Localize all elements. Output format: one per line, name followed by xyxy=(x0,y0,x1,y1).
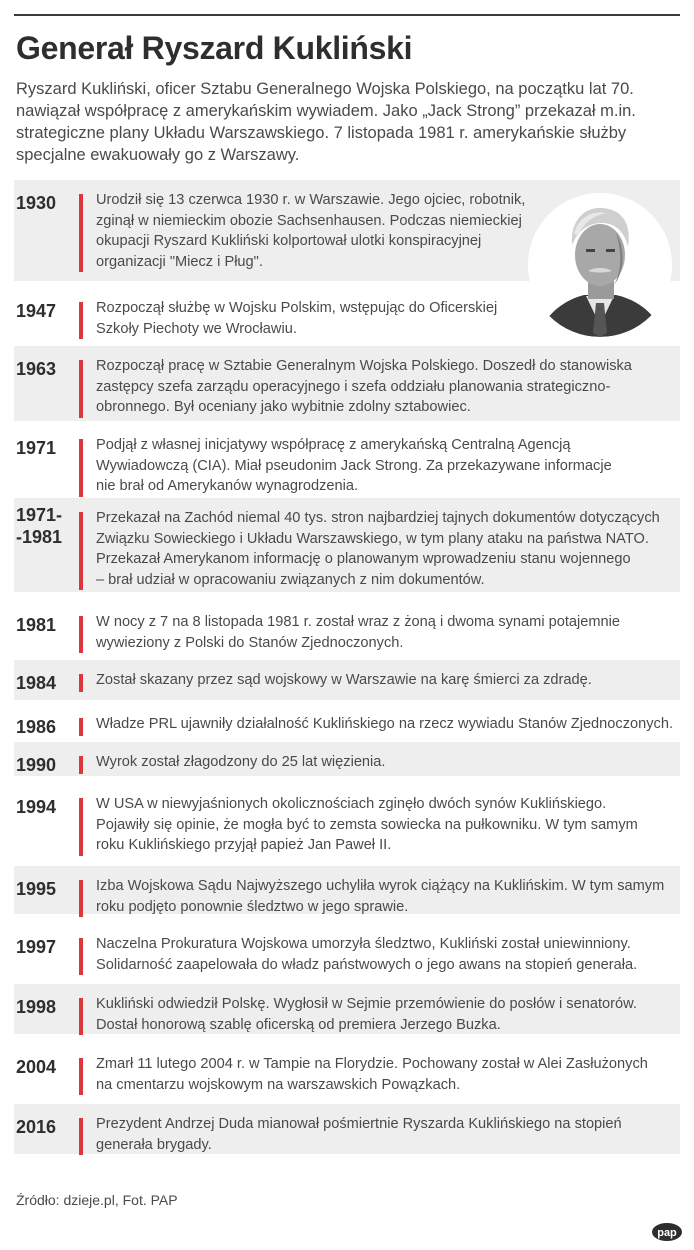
accent-bar xyxy=(79,998,83,1035)
text-line: Władze PRL ujawniły działalność Kuklińskiego na rzecz wywiadu Stanów Zjednoczonych. xyxy=(96,716,674,732)
accent-bar xyxy=(79,360,83,418)
pap-logo xyxy=(651,1222,683,1247)
accent-bar xyxy=(79,756,83,774)
accent-bar xyxy=(79,938,83,975)
accent-bar xyxy=(79,512,83,590)
timeline-text xyxy=(96,934,637,975)
year-line: 1995 xyxy=(16,879,57,899)
timeline-year xyxy=(16,358,56,380)
source-credit: Źródło: dzieje.pl, Fot. PAP xyxy=(16,1192,178,1208)
accent-bar xyxy=(79,718,83,736)
timeline-year xyxy=(16,192,56,214)
text-line: Przekazał na Zachód niemal 40 tys. stron najbardziej tajnych dokumentów dotyczących xyxy=(96,510,660,526)
timeline-row xyxy=(14,1044,680,1094)
text-line: generała brygady. xyxy=(96,1136,212,1153)
year-line: 2004 xyxy=(16,1057,57,1077)
year-line: 1963 xyxy=(16,359,57,379)
year-line: 2016 xyxy=(16,1117,57,1137)
accent-bar xyxy=(79,439,83,497)
accent-bar xyxy=(79,880,83,917)
timeline-year xyxy=(16,796,56,818)
timeline-year xyxy=(16,504,62,548)
text-line: wywieziony z Polski do Stanów Zjednoczonych. xyxy=(96,634,404,651)
text-line: Wywiadowczą (CIA). Miał pseudonim Jack Strong. Za przekazywane informacje xyxy=(96,457,612,474)
timeline-row xyxy=(14,984,680,1034)
timeline-text xyxy=(96,670,592,691)
portrait-photo xyxy=(528,193,672,337)
year-line: -1981 xyxy=(16,527,63,547)
timeline-year xyxy=(16,672,56,694)
year-line: 1994 xyxy=(16,797,57,817)
timeline-year xyxy=(16,716,56,738)
accent-bar xyxy=(79,674,83,692)
timeline-year xyxy=(16,614,56,636)
timeline-row xyxy=(14,498,680,592)
timeline-text xyxy=(96,1054,648,1095)
accent-bar xyxy=(79,798,83,856)
timeline-text xyxy=(96,1114,622,1155)
timeline-text xyxy=(96,714,673,735)
year-line: 1947 xyxy=(16,301,57,321)
text-line: Szkoły Piechoty we Wrocławiu. xyxy=(96,320,297,337)
text-line: Urodził się 13 czerwca 1930 r. w Warszawie. Jego ojciec, robotnik, xyxy=(96,192,526,208)
timeline-year xyxy=(16,437,56,459)
year-line: 1971 xyxy=(16,438,57,458)
text-line: roku Kuklińskiego przyjął papież Jan Paweł II. xyxy=(96,837,392,853)
timeline-row xyxy=(14,704,680,738)
accent-bar xyxy=(79,194,83,272)
timeline-row xyxy=(14,425,680,494)
text-line: roku podjęto ponownie śledztwo w jego sprawie. xyxy=(96,898,409,915)
timeline-year xyxy=(16,996,56,1018)
text-line: W nocy z 7 na 8 listopada 1981 r. został wraz z żoną i dwoma synami potajemnie xyxy=(96,614,621,630)
text-line: okupacji Ryszard Kukliński kolportował ulotki konspiracyjnej xyxy=(96,233,482,249)
timeline-text xyxy=(96,508,660,590)
top-rule xyxy=(14,14,680,16)
timeline-row xyxy=(14,866,680,914)
text-line: W USA w niewyjaśnionych okolicznościach zginęło dwóch synów Kuklińskiego. xyxy=(96,796,607,812)
year-line: 1930 xyxy=(16,193,57,213)
timeline-row xyxy=(14,924,680,972)
page-title: Generał Ryszard Kukliński xyxy=(16,30,413,66)
text-line: Prezydent Andrzej Duda mianował pośmiertnie Ryszarda Kuklińskiego na stopień xyxy=(96,1116,622,1132)
timeline-year xyxy=(16,300,56,322)
text-line: na cmentarzu wojskowym na warszawskich Powązkach. xyxy=(96,1076,461,1093)
timeline-year xyxy=(16,1056,56,1078)
text-line: Pojawiły się opinie, że mogła być to zemsta sowiecka na pułkowniku. W tym samym xyxy=(96,816,638,833)
timeline-text xyxy=(96,190,525,272)
accent-bar xyxy=(79,1118,83,1155)
text-line: Został skazany przez sąd wojskowy w Warszawie na karę śmierci za zdradę. xyxy=(96,672,592,688)
timeline-text xyxy=(96,612,620,653)
text-line: Związku Sowieckiego i Układu Warszawskiego, w tym plany ataku na państwa NATO. xyxy=(96,530,649,547)
timeline-row xyxy=(14,1104,680,1154)
text-line: Zmarł 11 lutego 2004 r. w Tampie na Florydzie. Pochowany został w Alei Zasłużonych xyxy=(96,1056,648,1072)
text-line: organizacji "Miecz i Pług". xyxy=(96,253,263,270)
timeline-year xyxy=(16,936,56,958)
year-line: 1981 xyxy=(16,615,57,635)
timeline-row xyxy=(14,742,680,776)
accent-bar xyxy=(79,616,83,653)
accent-bar xyxy=(79,302,83,339)
text-line: zastępcy szefa zarządu operacyjnego i szefa oddziału planowania strategiczno- xyxy=(96,378,611,395)
timeline-text xyxy=(96,876,664,917)
text-line: Naczelna Prokuratura Wojskowa umorzyła śledztwo, Kukliński został uniewinniony. xyxy=(96,936,631,952)
timeline-text xyxy=(96,298,497,339)
text-line: Rozpoczął pracę w Sztabie Generalnym Wojska Polskiego. Doszedł do stanowiska xyxy=(96,358,632,374)
year-line: 1986 xyxy=(16,717,57,737)
text-line: Dostał honorową szablę oficerską od premiera Jerzego Buzka. xyxy=(96,1016,501,1033)
text-line: Rozpoczął służbę w Wojsku Polskim, wstępując do Oficerskiej xyxy=(96,300,498,316)
year-line: 1990 xyxy=(16,755,57,775)
timeline-text xyxy=(96,994,637,1035)
timeline-year xyxy=(16,878,56,900)
text-line: Kukliński odwiedził Polskę. Wygłosił w Sejmie przemówienie do posłów i senatorów. xyxy=(96,996,637,1012)
text-line: Podjął z własnej inicjatywy współpracę z amerykańską Centralną Agencją xyxy=(96,437,571,453)
timeline-text xyxy=(96,435,612,497)
accent-bar xyxy=(79,1058,83,1095)
intro-paragraph: Ryszard Kukliński, oficer Sztabu Generalnego Wojska Polskiego, na początku lat 70. nawiązał współpracę z amerykańskim wywiadem. Jako „Jack Strong” przekazał m.in. strategiczne plany Układu Warszawskiego. 7 listopada 1981 r. amerykańskie służby specjalne ewakuowały go z Warszawy. xyxy=(16,80,636,164)
text-line: – brał udział w opracowaniu związanych z nim dokumentów. xyxy=(96,571,485,588)
year-line: 1998 xyxy=(16,997,57,1017)
timeline-year xyxy=(16,754,56,776)
year-line: 1997 xyxy=(16,937,57,957)
timeline-year xyxy=(16,1116,56,1138)
timeline-text xyxy=(96,794,638,856)
text-line: obronnego. Był oceniany jako wybitnie zdolny sztabowiec. xyxy=(96,399,471,415)
text-line: Przekazał Amerykanom informację o planowanym wprowadzeniu stanu wojennego xyxy=(96,551,631,567)
text-line: zginął w niemieckim obozie Sachsenhausen. Podczas niemieckiej xyxy=(96,212,522,229)
timeline-row xyxy=(14,602,680,654)
text-line: Izba Wojskowa Sądu Najwyższego uchyliła wyrok ciążący na Kuklińskim. W tym samym xyxy=(96,878,665,894)
text-line: nie brał od Amerykanów wynagrodzenia. xyxy=(96,478,359,494)
text-line: Wyrok został złagodzony do 25 lat więzienia. xyxy=(96,754,386,770)
timeline-text xyxy=(96,356,632,418)
timeline-row xyxy=(14,784,680,856)
year-line: 1984 xyxy=(16,673,57,693)
timeline-row xyxy=(14,346,680,421)
text-line: Solidarność zaapelowała do władz państwowych o jego awans na stopień generała. xyxy=(96,956,638,973)
timeline-text xyxy=(96,752,385,773)
svg-text:pap: pap xyxy=(657,1227,677,1239)
timeline-row xyxy=(14,660,680,700)
year-line: 1971- xyxy=(16,505,63,525)
